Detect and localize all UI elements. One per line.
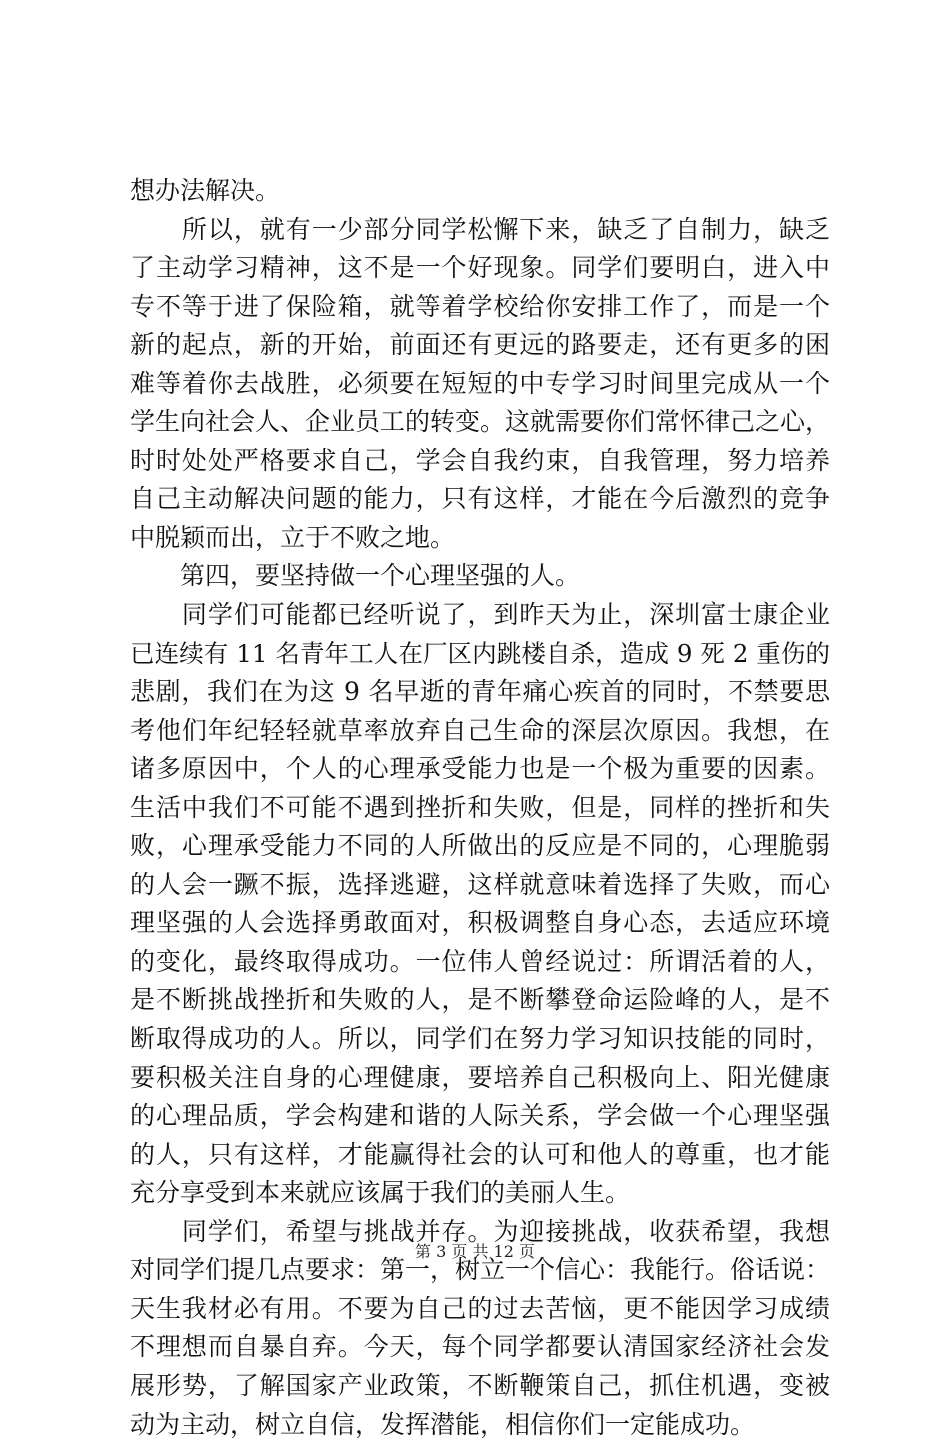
text-line: 所以，就有一少部分同学松懈下来，缺乏了自制力，缺乏 (130, 211, 830, 250)
page-footer: 第 3 页 共 12 页 (0, 1242, 950, 1262)
text-line: 断取得成功的人。所以，同学们在努力学习知识技能的同时， (130, 1020, 830, 1059)
text-line: 已连续有 11 名青年工人在厂区内跳楼自杀，造成 9 死 2 重伤的 (130, 635, 830, 674)
text-line: 的人，只有这样，才能赢得社会的认可和他人的尊重，也才能 (130, 1136, 830, 1175)
text-line: 的变化，最终取得成功。一位伟人曾经说过：所谓活着的人， (130, 943, 830, 982)
text-line: 天生我材必有用。不要为自己的过去苦恼，更不能因学习成绩 (130, 1290, 830, 1329)
text-line: 生活中我们不可能不遇到挫折和失败，但是，同样的挫折和失 (130, 789, 830, 828)
text-line: 悲剧，我们在为这 9 名早逝的青年痛心疾首的同时，不禁要思 (130, 673, 830, 712)
text-line: 新的起点，新的开始，前面还有更远的路要走，还有更多的困 (130, 326, 830, 365)
text-line: 对同学们提几点要求：第一，树立一个信心：我能行。俗话说： (130, 1251, 830, 1290)
text-line: 难等着你去战胜，必须要在短短的中专学习时间里完成从一个 (130, 365, 830, 404)
text-line: 专不等于进了保险箱，就等着学校给你安排工作了，而是一个 (130, 288, 830, 327)
text-line: 的心理品质，学会构建和谐的人际关系，学会做一个心理坚强 (130, 1097, 830, 1136)
text-line: 要积极关注自身的心理健康，要培养自己积极向上、阳光健康 (130, 1059, 830, 1098)
text-line: 诸多原因中，个人的心理承受能力也是一个极为重要的因素。 (130, 750, 830, 789)
text-line: 是不断挑战挫折和失败的人，是不断攀登命运险峰的人，是不 (130, 981, 830, 1020)
text-line: 了主动学习精神，这不是一个好现象。同学们要明白，进入中 (130, 249, 830, 288)
text-line: 自己主动解决问题的能力，只有这样，才能在今后激烈的竞争 (130, 480, 830, 519)
text-line: 动为主动，树立自信，发挥潜能，相信你们一定能成功。 (130, 1406, 830, 1444)
text-line: 的人会一蹶不振，选择逃避，这样就意味着选择了失败，而心 (130, 866, 830, 905)
text-line: 考他们年纪轻轻就草率放弃自己生命的深层次原因。我想，在 (130, 712, 830, 751)
text-line: 败，心理承受能力不同的人所做出的反应是不同的，心理脆弱 (130, 827, 830, 866)
text-line: 充分享受到本来就应该属于我们的美丽人生。 (130, 1174, 830, 1213)
text-line: 想办法解决。 (130, 172, 830, 211)
text-line: 展形势，了解国家产业政策，不断鞭策自己，抓住机遇，变被 (130, 1367, 830, 1406)
text-line: 中脱颖而出，立于不败之地。 (130, 519, 830, 558)
text-line: 同学们可能都已经听说了，到昨天为止，深圳富士康企业 (130, 596, 830, 635)
text-line: 时时处处严格要求自己，学会自我约束，自我管理，努力培养 (130, 442, 830, 481)
text-line: 第四，要坚持做一个心理坚强的人。 (130, 557, 830, 596)
text-line: 不理想而自暴自弃。今天，每个同学都要认清国家经济社会发 (130, 1328, 830, 1367)
text-line: 理坚强的人会选择勇敢面对，积极调整自身心态，去适应环境 (130, 904, 830, 943)
text-line: 同学们，希望与挑战并存。为迎接挑战，收获希望，我想 (130, 1213, 830, 1252)
text-line: 学生向社会人、企业员工的转变。这就需要你们常怀律己之心， (130, 403, 830, 442)
